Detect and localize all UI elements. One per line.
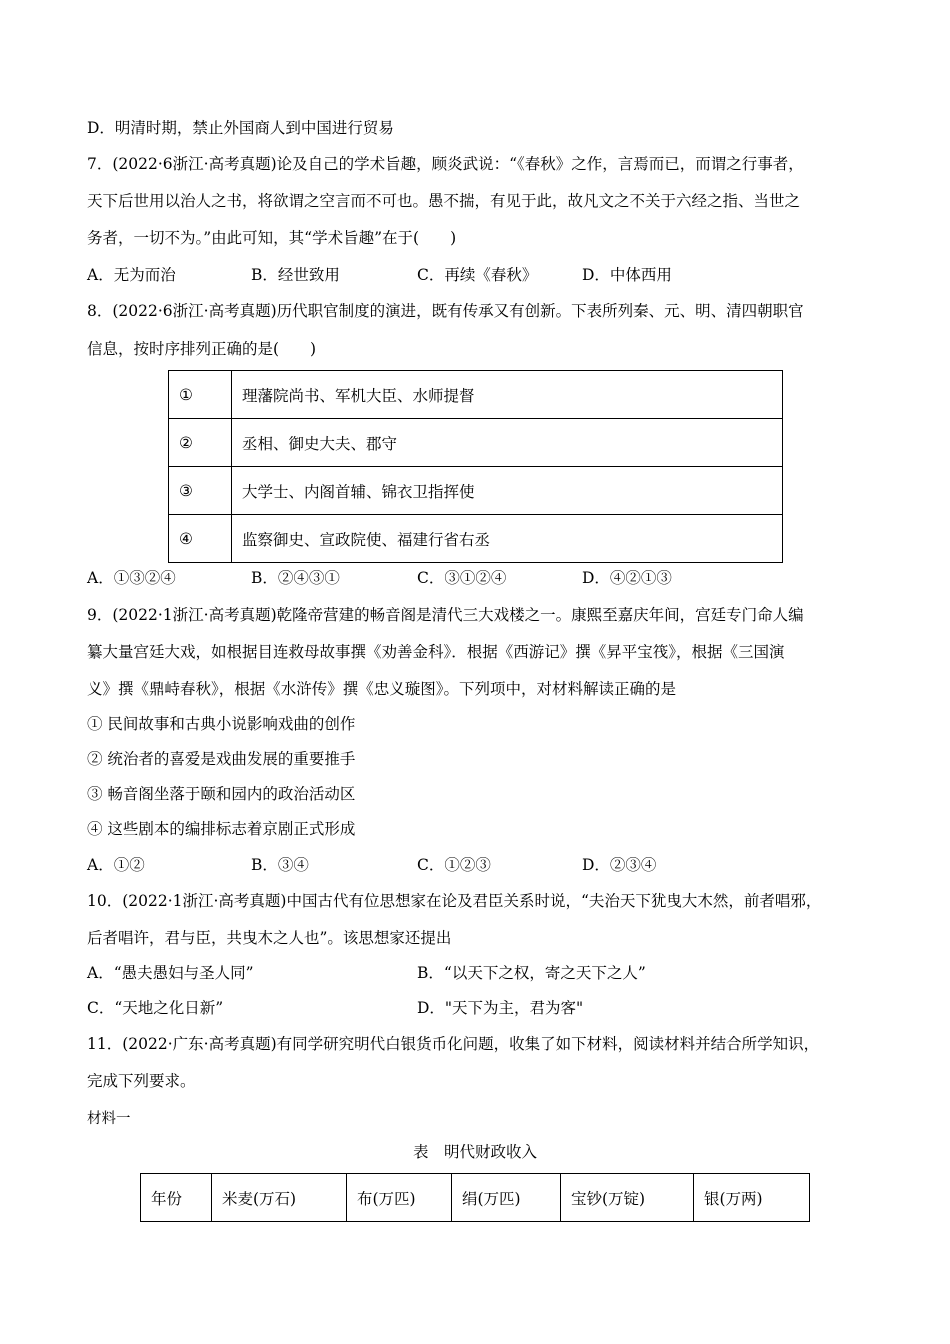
- q6-option-d: D．明清时期，禁止外国商人到中国进行贸易: [87, 119, 394, 137]
- q8-option-c: C．③①②④: [417, 569, 507, 587]
- header-cell: 布(万匹): [347, 1174, 452, 1222]
- q10-stem-line2: 后者唱许，君与臣，共曳木之人也”。该思想家还提出: [87, 929, 452, 947]
- q9-option-a: A．①②: [87, 856, 145, 874]
- table-header-row: [141, 1174, 810, 1222]
- q9-option-d: D．②③④: [582, 856, 657, 874]
- material-label: 材料一: [87, 1111, 131, 1127]
- q8-officials-table: [168, 370, 783, 563]
- q9-option-b: B．③④: [251, 856, 309, 874]
- header-cell: 银(万两): [694, 1174, 810, 1222]
- row-officials: 大学士、内阁首辅、锦衣卫指挥使: [232, 467, 783, 515]
- q7-stem-line1: 7．(2022·6浙江·高考真题)论及自己的学术旨趣，顾炎武说：“《春秋》之作，言焉而已，而谓之行事者，: [87, 155, 804, 173]
- q8-stem-line2: 信息，按时序排列正确的是( ): [87, 340, 317, 358]
- q9-item-3: ③ 畅音阁坐落于颐和园内的政治活动区: [87, 785, 356, 803]
- q11-stem-line1: 11．(2022·广东·高考真题)有同学研究明代白银货币化问题，收集了如下材料，阅读材料并结合所学知识，: [87, 1035, 820, 1053]
- q9-stem-line3: 义》撰《鼎峙春秋》，根据《水浒传》撰《忠义璇图》。下列项中，对材料解读正确的是: [87, 680, 677, 698]
- q8-option-d: D．④②①③: [582, 569, 672, 587]
- row-number: ③: [169, 467, 232, 515]
- q8-stem-line1: 8．(2022·6浙江·高考真题)历代职官制度的演进，既有传承又有创新。下表所列秦、元、明、清四朝职官: [87, 302, 804, 320]
- q10-stem-line1: 10．(2022·1浙江·高考真题)中国古代有位思想家在论及君臣关系时说，“夫治天下犹曳大木然，前者唱邪，: [87, 892, 822, 910]
- q9-item-1: ① 民间故事和古典小说影响戏曲的创作: [87, 715, 356, 733]
- row-officials: 监察御史、宣政院使、福建行省右丞: [232, 515, 783, 563]
- row-number: ④: [169, 515, 232, 563]
- q10-option-b: B．“以天下之权，寄之天下之人”: [417, 964, 646, 982]
- q9-stem-line1: 9．(2022·1浙江·高考真题)乾隆帝营建的畅音阁是清代三大戏楼之一。康熙至嘉庆年间，宫廷专门命人编: [87, 606, 804, 624]
- table-caption: 表 明代财政收入: [412, 1143, 537, 1161]
- row-officials: 理藩院尚书、军机大臣、水师提督: [232, 371, 783, 419]
- q10-option-a: A．“愚夫愚妇与圣人同”: [87, 964, 254, 982]
- q9-option-c: C．①②③: [417, 856, 491, 874]
- table-row: [169, 419, 783, 467]
- q7-option-a: A．无为而治: [87, 266, 176, 284]
- header-cell: 宝钞(万锭): [561, 1174, 694, 1222]
- header-cell: 年份: [141, 1174, 212, 1222]
- header-cell: 米麦(万石): [212, 1174, 347, 1222]
- row-number: ①: [169, 371, 232, 419]
- q11-stem-line2: 完成下列要求。: [87, 1072, 196, 1090]
- table-row: [169, 467, 783, 515]
- q9-item-2: ② 统治者的喜爱是戏曲发展的重要推手: [87, 750, 356, 768]
- table-row: [169, 515, 783, 563]
- q10-option-d: D．"天下为主，君为客": [417, 999, 584, 1017]
- header-cell: 绢(万匹): [452, 1174, 561, 1222]
- q7-option-d: D．中体西用: [582, 266, 672, 284]
- row-number: ②: [169, 419, 232, 467]
- revenue-table: [140, 1173, 810, 1222]
- q8-option-a: A．①③②④: [87, 569, 176, 587]
- q10-option-c: C．“天地之化日新”: [87, 999, 224, 1017]
- q9-item-4: ④ 这些剧本的编排标志着京剧正式形成: [87, 820, 356, 838]
- q7-stem-line3: 务者，一切不为。”由此可知，其“学术旨趣”在于( ): [87, 229, 457, 247]
- row-officials: 丞相、御史大夫、郡守: [232, 419, 783, 467]
- q8-option-b: B．②④③①: [251, 569, 340, 587]
- q7-stem-line2: 天下后世用以治人之书，将欲谓之空言而不可也。愚不揣，有见于此，故凡文之不关于六经之指、当世之: [87, 192, 801, 210]
- q7-option-b: B．经世致用: [251, 266, 340, 284]
- q7-option-c: C．再续《春秋》: [417, 266, 538, 284]
- q9-stem-line2: 纂大量宫廷大戏，如根据目连救母故事撰《劝善金科》．根据《西游记》撰《昇平宝筏》，根据《三国演: [87, 643, 785, 661]
- table-row: [169, 371, 783, 419]
